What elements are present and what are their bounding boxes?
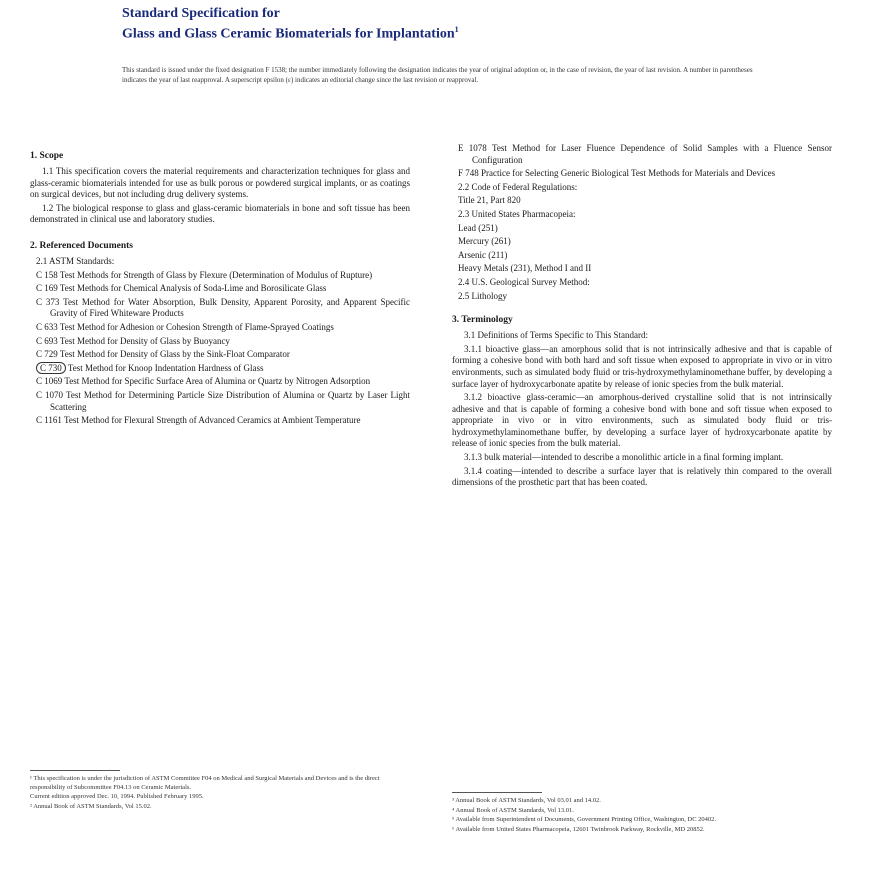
paragraph: 3.1.1 bioactive glass—an amorphous solid that is not intrinsically adhesive and that is capable of forming a cohesive bond with both hard and soft tissue when exposed to appropriate in vivo or in vitro environments, such as simulated body fluid or tris-hydroxymethylaminomethane buffer, by developing a surface layer of hydroxycarbonate apatite by release of ionic species from the bulk material. [452, 343, 832, 389]
reference-item: C 169 Test Methods for Chemical Analysis of Soda-Lime and Borosilicate Glass [36, 283, 327, 294]
reference-item: C 729 Test Method for Density of Glass by the Sink-Float Comparator [36, 349, 290, 360]
footnote: ³ Annual Book of ASTM Standards, Vol 03.01 and 14.02. [452, 797, 601, 804]
circled-reference-code: C 730 [36, 362, 66, 374]
footnote: ⁵ Available from Superintendent of Documents, Government Printing Office, Washington, DC 20402. [452, 816, 717, 823]
reference-item: C 633 Test Method for Adhesion or Cohesion Strength of Flame-Sprayed Coatings [36, 321, 334, 332]
reference-item: 2.1 ASTM Standards: [36, 255, 115, 266]
left-column [30, 142, 410, 429]
reference-item: Lead (251) [458, 222, 498, 233]
paragraph: 1.1 This specification covers the material requirements and characterization techniques for glass and glass-ceramic biomaterials intended for use as bulk porous or powdered surgical implants, or as coatings on surgical devices, but not including drug delivery systems. [30, 166, 410, 200]
reference-item: C 1161 Test Method for Flexural Strength of Advanced Ceramics at Ambient Temperature [36, 415, 361, 426]
reference-item: C 373 Test Method for Water Absorption, Bulk Density, Apparent Porosity, and Apparent Specific Gravity of Fired Whiteware Products [36, 296, 410, 319]
reference-item: C 158 Test Methods for Strength of Glass by Flexure (Determination of Modulus of Rupture) [36, 269, 373, 280]
reference-item: Title 21, Part 820 [458, 195, 521, 206]
reference-item: C 693 Test Method for Density of Glass by Buoyancy [36, 335, 230, 346]
reference-item: F 748 Practice for Selecting Generic Biological Test Methods for Materials and Devices [458, 168, 776, 179]
paragraph: 3.1.3 bulk material—intended to describe a monolithic article in a final forming implant. [464, 452, 784, 463]
footnote: ⁶ Available from United States Pharmacopeia, 12601 Twinbrook Parkway, Rockville, MD 20852. [452, 825, 705, 833]
right-column [452, 143, 832, 491]
footnote: ⁴ Annual Book of ASTM Standards, Vol 13.01. [452, 806, 574, 814]
reference-item: E 1078 Test Method for Laser Fluence Dependence of Solid Samples with a Fluence Sensor Configuration [458, 143, 832, 165]
title-line-1: Standard Specification for [122, 6, 280, 21]
paragraph: 3.1.2 bioactive glass-ceramic—an amorphous-derived crystalline solid that is not intrinsically adhesive and that is capable of forming a cohesive bond with bone and soft tissue when exposed to appropriate in vivo or in vitro environments, such as simulated body fluid or tris-hydroxymethylaminomethane buffer, by developing a surface layer of hydroxycarbonate apatite by release of ionic species from the bulk material. [452, 392, 832, 449]
footnote: ² Annual Book of ASTM Standards, Vol 15.02. [30, 802, 152, 810]
paragraph: 1.2 The biological response to glass and glass-ceramic biomaterials in bone and soft tissue has been demonstrated in clinical use and laboratory studies. [30, 202, 410, 225]
reference-item: Arsenic (211) [458, 249, 508, 260]
reference-item: Mercury (261) [458, 236, 511, 247]
paragraph: 3.1 Definitions of Terms Specific to This Standard: [464, 330, 649, 341]
reference-item: C 730 Test Method for Knoop Indentation Hardness of Glass [30, 363, 410, 375]
footnote: Current edition approved Dec. 10, 1994. Published February 1995. [30, 793, 204, 800]
reference-item: 2.3 United States Pharmacopeia: [458, 208, 576, 219]
title-footnote-mark: 1 [454, 25, 459, 34]
section-heading-scope: 1. Scope [30, 151, 64, 161]
reference-item: C 1070 Test Method for Determining Particle Size Distribution of Alumina or Quartz by Laser Light Scattering [36, 389, 410, 412]
document-abstract: This standard is issued under the fixed designation F 1538; the number immediately following the designation indicates the year of original adoption or, in the case of revision, the year of last revision. A number in parentheses indicates the year of last reapproval. A superscript epsilon (ε) indicates an editorial change since the last revision or reapproval. [122, 66, 753, 84]
footnote: ¹ This specification is under the jurisdiction of ASTM Committee F04 on Medical and Surgical Materials and Devices and is the direct responsibility of Subcommittee F04.13 on Ceramic Materials. [30, 775, 380, 791]
reference-item: 2.2 Code of Federal Regulations: [458, 181, 578, 192]
footnote-rule-right [452, 792, 542, 793]
footnotes-left [30, 775, 410, 812]
footnotes-right [452, 797, 832, 835]
document-title [122, 6, 762, 43]
reference-item: C 1069 Test Method for Specific Surface Area of Alumina or Quartz by Nitrogen Adsorption [36, 376, 371, 387]
reference-item: 2.4 U.S. Geological Survey Method: [458, 276, 590, 287]
section-heading-referenced-documents: 2. Referenced Documents [30, 240, 133, 251]
section-heading-terminology: 3. Terminology [452, 315, 513, 326]
reference-item: Heavy Metals (231), Method I and II [458, 263, 592, 274]
reference-item: 2.5 Lithology [458, 290, 507, 301]
title-line-2: Glass and Glass Ceramic Biomaterials for Implantation [122, 26, 455, 42]
paragraph: 3.1.4 coating—intended to describe a surface layer that is relatively thin compared to the overall dimensions of the prosthetic part that has been coated. [452, 465, 832, 488]
footnote-rule-left [30, 770, 120, 771]
